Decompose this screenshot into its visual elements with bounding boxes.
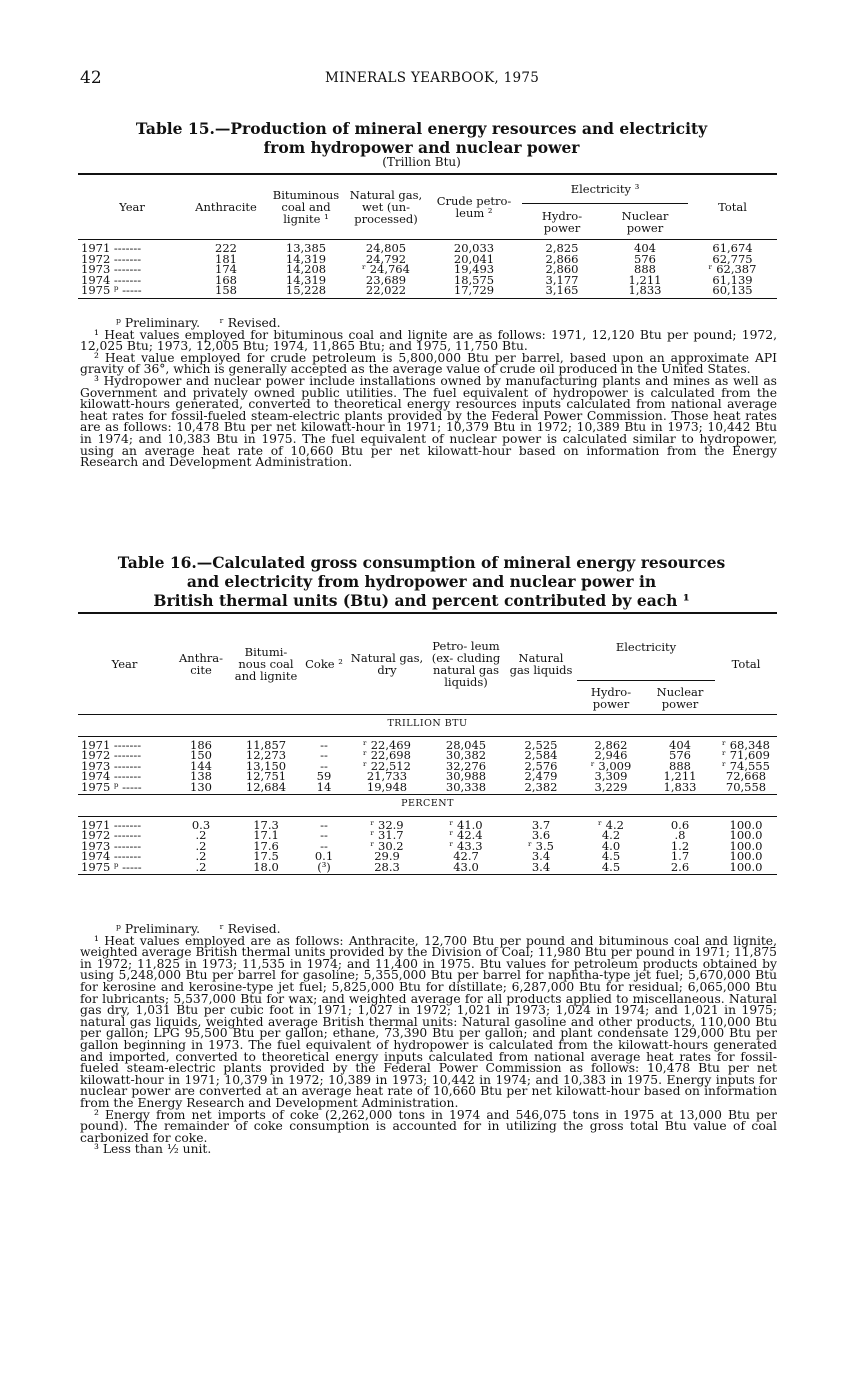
cell: 32,276 xyxy=(445,758,487,773)
table15-title-line2: from hydropower and nuclear power xyxy=(263,138,580,157)
cell: 2,946 xyxy=(594,748,628,762)
t15-col-hydro: Hydro- power xyxy=(522,204,602,240)
cell: ʳ 62,387 xyxy=(708,262,757,276)
footnote-symbols: ᵖ Preliminary. ʳ Revised. xyxy=(116,922,281,936)
table-row xyxy=(78,240,777,254)
cell: 22,022 xyxy=(365,283,407,297)
cell: 3.4 xyxy=(531,859,551,874)
cell: 72,668 xyxy=(725,769,767,783)
cell: 888 xyxy=(634,262,656,276)
cell: 43.0 xyxy=(453,859,479,874)
t15-col-electricity: Electricity ³ xyxy=(522,174,688,204)
cell: ʳ 22,469 xyxy=(363,737,411,752)
cell: 20,041 xyxy=(453,251,495,266)
cell: 3,309 xyxy=(594,769,628,783)
cell: 18.0 xyxy=(253,859,279,874)
cell: 174 xyxy=(215,262,237,276)
cell-year: 1973 ------- xyxy=(81,262,142,276)
cell-year: 1972 ------- xyxy=(81,748,142,762)
cell: 13,385 xyxy=(285,241,327,255)
cell: 42.7 xyxy=(453,849,479,863)
cell: 1,833 xyxy=(645,782,715,795)
cell: ʳ 43.3 xyxy=(449,838,483,853)
table-row xyxy=(78,862,777,875)
table-row xyxy=(78,782,777,795)
cell: 138 xyxy=(190,769,212,783)
cell: 4.5 xyxy=(601,859,621,874)
cell: 12,273 xyxy=(245,748,287,762)
cell: 21,733 xyxy=(366,769,408,783)
cell: 17.3 xyxy=(253,817,279,832)
page-header xyxy=(80,68,780,88)
cell: ʳ 22,512 xyxy=(363,758,411,773)
t15-col-natural-gas: Natural gas, wet (un- processed) xyxy=(346,174,426,240)
t16-col-petroleum: Petro- leum (ex- cluding natural gas liquids) xyxy=(427,613,505,715)
cell-year: 1971 ------- xyxy=(81,817,142,832)
cell: 4.2 xyxy=(601,828,621,842)
cell: ʳ 74,555 xyxy=(722,758,770,773)
table-row xyxy=(78,285,777,298)
t16-col-coke: Coke ² xyxy=(301,613,347,715)
cell: 1.2 xyxy=(670,838,690,853)
cell: 2,866 xyxy=(545,251,579,266)
section-label: TRILLION BTU xyxy=(78,715,777,737)
table15-footnotes xyxy=(80,318,777,469)
cell: 23,689 xyxy=(365,272,407,287)
cell: 4.5 xyxy=(601,849,621,863)
cell: 222 xyxy=(215,241,237,255)
t16-col-anthracite: Anthra- cite xyxy=(171,613,231,715)
cell-year: 1974 ------- xyxy=(81,849,142,863)
cell: 11,857 xyxy=(245,737,287,752)
cell: .2 xyxy=(195,828,207,842)
cell: 2,576 xyxy=(524,758,558,773)
footnote-1: ¹ Heat values employed are as follows: Anthracite, 12,700 Btu per pound and bituminous coal and lignite, weighted average British thermal units provided by the Division of Coal; 11,980 Btu per pound in 1971; 11,875 in 1972; 11,825 in 1973; 11,535 in 1974; and 11,400 in 1975. Btu values for petroleum products obtained by using 5,248,000 Btu per barrel for gasoline; 5,355,000 Btu per barrel for naphtha-type jet fuel; 5,670,000 Btu for kerosine and kerosine-type jet fuel; 5,825,000 Btu for distillate; 6,287,000 Btu for residual; 6,065,000 Btu for lubricants; 5,537,000 Btu for wax; and weighted average for all products applied to miscellaneous. Natural gas dry, 1,031 Btu per cubic foot in 1971; 1,027 in 1972; 1,021 in 1973; 1,024 in 1974; and 1,021 in 1975; natural gas liquids, weighted average British thermal units: Natural gasoline and other products, 110,000 Btu per gallon; LPG 95,500 Btu per gallon; ethane, 73,390 Btu per gallon; and plant condensate 129,000 Btu per gallon beginning in 1973. The fuel equivalent of hydropower is calculated from the kilowatt-hours generated and imported, converted to theoretical energy inputs calculated from national average heat rates for fossil-fueled steam-electric plants provided by the Federal Power Commission as follows: 10,478 Btu per net kilowatt-hour in 1971; 10,379 in 1972; 10,389 in 1973; 10,442 in 1974; and 10,383 in 1975. Energy inputs for nuclear power are converted at an average heat rate of 10,660 Btu per net kilowatt-hour based on information from the Energy Research and Development Administration. xyxy=(80,933,777,1110)
cell: 3,229 xyxy=(577,782,645,795)
cell: 17.6 xyxy=(253,838,279,853)
cell: 17.1 xyxy=(253,828,279,842)
cell: ʳ 3,009 xyxy=(590,758,632,773)
cell: 61,674 xyxy=(712,241,753,255)
cell: 168 xyxy=(215,272,237,287)
cell: ʳ 30.2 xyxy=(370,838,404,853)
cell: -- xyxy=(320,737,328,752)
t16-col-natural-gas: Natural gas, dry xyxy=(347,613,427,715)
cell: 3.4 xyxy=(531,849,551,863)
cell: 61,139 xyxy=(712,272,753,287)
cell: 144 xyxy=(190,758,212,773)
cell-year: 1974 ------- xyxy=(81,272,142,287)
cell: 2,382 xyxy=(505,782,577,795)
cell: 404 xyxy=(669,737,691,752)
t16-col-year: Year xyxy=(78,613,171,715)
footnote-3: ³ Less than ½ unit. xyxy=(94,1142,212,1157)
t15-col-year: Year xyxy=(78,174,186,240)
cell: 29.9 xyxy=(374,849,400,863)
cell: ʳ 22,698 xyxy=(363,748,411,762)
cell: ʳ 68,348 xyxy=(722,737,770,752)
t16-col-total: Total xyxy=(715,613,777,715)
cell: 19,948 xyxy=(347,782,427,795)
cell-year: 1973 ------- xyxy=(81,838,142,853)
cell: 100.0 xyxy=(729,817,763,832)
cell-year: 1971 ------- xyxy=(81,241,142,255)
cell: 100.0 xyxy=(729,849,763,863)
cell: 14,208 xyxy=(285,262,327,276)
cell: 576 xyxy=(634,251,656,266)
table16-title-line3: British thermal units (Btu) and percent contributed by each ¹ xyxy=(153,591,690,610)
cell: 28.3 xyxy=(374,859,400,874)
cell: 14,319 xyxy=(285,272,327,287)
cell: 1,211 xyxy=(628,272,662,287)
cell: 13,150 xyxy=(245,758,287,773)
cell: 30,988 xyxy=(445,769,487,783)
t15-col-bituminous: Bituminous coal and lignite ¹ xyxy=(266,174,346,240)
cell: -- xyxy=(320,828,328,842)
cell: 59 xyxy=(316,769,332,783)
cell: 3,165 xyxy=(545,283,579,297)
footnote-1: ¹ Heat values employed for bituminous coal and lignite are as follows: 1971, 12,120 Btu per pound; 1972, 12,025 Btu; 1973, 12,005 Btu; 1974, 11,865 Btu; and 1975, 11,750 Btu. xyxy=(80,327,777,354)
table16-title-line2: and electricity from hydropower and nuclear power in xyxy=(186,572,657,591)
cell: -- xyxy=(320,817,328,832)
cell: ʳ 42.4 xyxy=(449,828,483,842)
cell: 24,805 xyxy=(365,241,407,255)
cell: 12,751 xyxy=(245,769,287,783)
cell: 17,729 xyxy=(453,283,495,297)
cell: -- xyxy=(320,838,328,853)
cell: 1,833 xyxy=(628,283,662,297)
cell: 62,775 xyxy=(712,251,753,266)
t15-col-total: Total xyxy=(688,174,777,240)
cell: (³) xyxy=(317,859,331,874)
footnote-symbols: ᵖ Preliminary. ʳ Revised. xyxy=(116,316,281,330)
cell: 14 xyxy=(301,782,347,795)
cell: 100.0 xyxy=(729,838,763,853)
cell: ʳ 71,609 xyxy=(722,748,770,762)
cell: 2.6 xyxy=(670,859,690,874)
cell: 1,211 xyxy=(663,769,697,783)
t15-col-nuclear: Nuclear power xyxy=(602,204,688,240)
cell-year: 1973 ------- xyxy=(81,758,142,773)
section-heading-percent xyxy=(78,795,777,817)
cell: 2,825 xyxy=(545,241,579,255)
table15-title-line1: Table 15.—Production of mineral energy resources and electricity xyxy=(135,119,708,138)
cell-year: 1975 ᵖ ----- xyxy=(78,782,171,795)
cell: 0.3 xyxy=(191,817,211,832)
cell: 3.7 xyxy=(531,817,551,832)
cell: 576 xyxy=(669,748,691,762)
t16-col-electricity: Electricity xyxy=(577,613,715,681)
footnote-3: ³ Hydropower and nuclear power include installations owned by manufacturing plants and mines as well as Government and privately owned public utilities. The fuel equivalent of hydropower is calculated from the kilowatt-hours generated, converted to theoretical energy resources inputs calculated from national average heat rates for fossil-fueled steam-electric plants provided by the Federal Power Commission. Those heat rates are as follows: 10,478 Btu per net kilowatt-hour in 1971; 10,379 Btu in 1972; 10,389 Btu in 1973; 10,442 Btu in 1974; and 10,383 Btu in 1975. The fuel equivalent of nuclear power is calculated similar to hydropower, using an average heat rate of 10,660 Btu per net kilowatt-hour based on information from the Energy Research and Development Administration. xyxy=(80,373,777,470)
table16-title-line1: Table 16.—Calculated gross consumption of mineral energy resources xyxy=(117,553,726,572)
cell: 181 xyxy=(215,251,237,266)
cell: .2 xyxy=(195,838,207,853)
t15-col-crude: Crude petro- leum ² xyxy=(426,174,522,240)
table-row xyxy=(78,816,777,830)
page-number: 42 xyxy=(80,68,102,88)
cell: -- xyxy=(320,748,328,762)
cell: 3.6 xyxy=(531,828,551,842)
cell: 14,319 xyxy=(285,251,327,266)
cell: .2 xyxy=(195,849,207,863)
cell: ʳ 4.2 xyxy=(598,817,624,832)
t16-col-hydro: Hydro- power xyxy=(577,681,645,715)
cell: .8 xyxy=(674,828,686,842)
table-row xyxy=(78,254,777,265)
cell: 4.0 xyxy=(601,838,621,853)
cell: 888 xyxy=(669,758,691,773)
cell: 404 xyxy=(634,241,656,255)
cell-year: 1974 ------- xyxy=(81,769,142,783)
cell: 20,033 xyxy=(453,241,495,255)
table16 xyxy=(78,612,777,875)
cell: 1.7 xyxy=(670,849,690,863)
table-row xyxy=(78,275,777,286)
cell: 0.1 xyxy=(314,849,334,863)
t15-col-anthracite: Anthracite xyxy=(186,174,266,240)
section-label: PERCENT xyxy=(78,795,777,817)
footnote-2: ² Heat value employed for crude petroleum is 5,800,000 Btu per barrel, based upon an approximate API gravity of 36°, which is generally accepted as the average value of crude oil produced in the United States. xyxy=(80,350,777,377)
t16-col-nuclear: Nuclear power xyxy=(645,681,715,715)
cell: 28,045 xyxy=(445,737,487,752)
cell: 186 xyxy=(190,737,212,752)
cell-year: 1975 ᵖ ----- xyxy=(81,859,142,874)
table15 xyxy=(78,173,777,299)
cell: 17.5 xyxy=(253,849,279,863)
table16-footnotes xyxy=(80,924,777,1156)
cell: 2,860 xyxy=(545,262,579,276)
t16-col-bituminous: Bitumi- nous coal and lignite xyxy=(231,613,301,715)
cell: 0.6 xyxy=(670,817,690,832)
running-title: MINERALS YEARBOOK, 1975 xyxy=(325,70,540,86)
cell: ʳ 24,764 xyxy=(362,262,410,276)
cell: 18,575 xyxy=(453,272,495,287)
cell: -- xyxy=(320,758,328,773)
section-heading-btu xyxy=(78,715,777,737)
cell: .2 xyxy=(195,859,207,874)
cell-year: 1972 ------- xyxy=(81,828,142,842)
cell: 12,684 xyxy=(231,782,301,795)
cell: 2,584 xyxy=(524,748,558,762)
cell: 2,479 xyxy=(524,769,558,783)
t16-col-ngl: Natural gas liquids xyxy=(505,613,577,715)
cell: 3,177 xyxy=(545,272,579,287)
cell-year: 1972 ------- xyxy=(81,251,142,266)
cell: 60,135 xyxy=(712,283,753,297)
cell: 100.0 xyxy=(729,828,763,842)
cell: ʳ 41.0 xyxy=(449,817,483,832)
cell: ʳ 32.9 xyxy=(370,817,404,832)
cell-year: 1971 ------- xyxy=(81,737,142,752)
table15-unit: (Trillion Btu) xyxy=(382,155,461,169)
cell: ʳ 3.5 xyxy=(528,838,554,853)
cell: 100.0 xyxy=(729,859,763,874)
cell: 2,525 xyxy=(524,737,558,752)
cell: 130 xyxy=(171,782,231,795)
cell: 15,228 xyxy=(285,283,327,297)
cell: 30,338 xyxy=(427,782,505,795)
cell: 70,558 xyxy=(715,782,777,795)
cell: 19,493 xyxy=(453,262,495,276)
table-row xyxy=(78,264,777,275)
cell: 24,792 xyxy=(365,251,407,266)
cell: ʳ 31.7 xyxy=(370,828,404,842)
cell: 2,862 xyxy=(594,737,628,752)
cell: 150 xyxy=(190,748,212,762)
cell: 158 xyxy=(215,283,237,297)
cell-year: 1975 ᵖ ----- xyxy=(81,283,142,297)
footnote-2: ² Energy from net imports of coke (2,262,000 tons in 1974 and 546,075 tons in 1975 at 13,000 Btu per pound). The remainder of coke consumption is accounted for in utilizing the gross total Btu value of coal carbonized for coke. xyxy=(80,1107,777,1145)
cell: 30,382 xyxy=(445,748,487,762)
